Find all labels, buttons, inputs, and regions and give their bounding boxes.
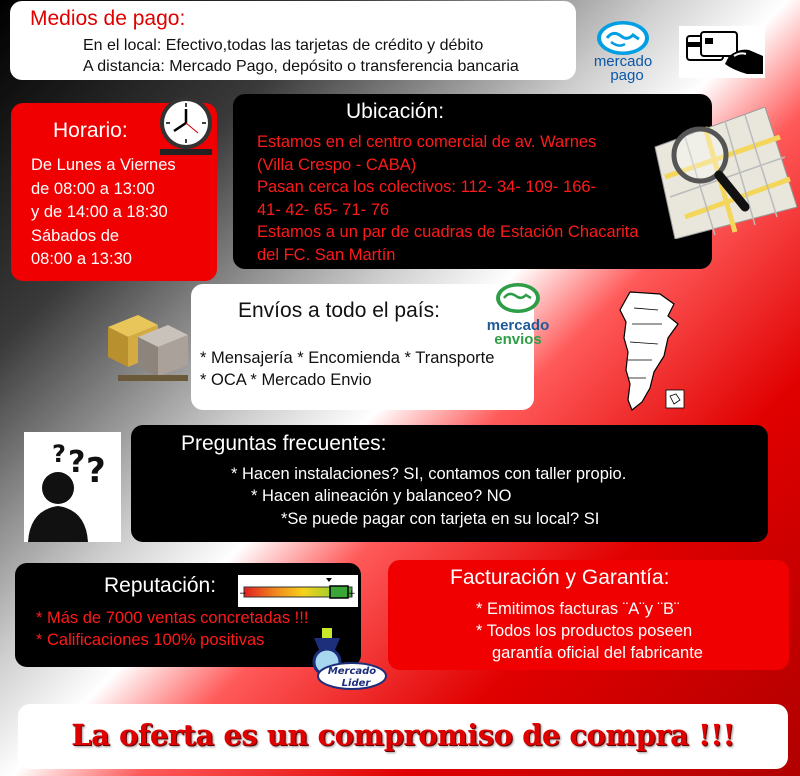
- schedule-lines: [31, 154, 176, 272]
- svg-text:−: −: [239, 589, 247, 599]
- credit-card-hand-icon: [679, 26, 765, 78]
- offer-banner: [18, 704, 788, 769]
- payment-methods-panel: [10, 1, 576, 80]
- location-title: Ubicación:: [346, 100, 445, 123]
- reputation-meter: [238, 575, 358, 607]
- schedule-line: 08:00 a 13:30: [31, 250, 132, 268]
- svg-text:?: ?: [86, 451, 106, 491]
- packages-pallet-image: [98, 297, 192, 383]
- mercado-pago-logo: [583, 18, 663, 84]
- clock-icon: [158, 95, 214, 157]
- faq-item: * Hacen alineación y balanceo? NO: [251, 487, 512, 505]
- reputation-title: Reputación:: [104, 574, 217, 597]
- billing-invoices-text: * Emitimos facturas ¨A¨y ¨B¨: [476, 600, 680, 618]
- billing-warranty-text: * Todos los productos poseen: [476, 622, 693, 640]
- faq-item: *Se puede pagar con tarjeta en su local? SI: [281, 510, 600, 528]
- mercado-envios-logo-bottom: envios: [494, 331, 542, 346]
- payment-remote-text: A distancia: Mercado Pago, depósito o transferencia bancaria: [83, 58, 519, 75]
- mercado-lider-badge: [300, 628, 390, 692]
- shipping-methods-line1: * Mensajería * Encomienda * Transporte: [200, 349, 495, 367]
- svg-text:?: ?: [52, 440, 66, 468]
- billing-warranty-text-cont: garantía oficial del fabricante: [492, 644, 703, 662]
- person-question-icon: [24, 432, 121, 542]
- payment-local-text: En el local: Efectivo,todas las tarjetas de crédito y débito: [83, 37, 484, 54]
- payment-methods-title: Medios de pago:: [30, 7, 186, 30]
- location-line: Estamos a un par de cuadras de Estación Chacarita: [257, 223, 639, 241]
- schedule-line: Sábados de: [31, 226, 120, 245]
- street-map-magnifier-image: [645, 107, 797, 239]
- faq-item: * Hacen instalaciones? SI, contamos con taller propio.: [231, 465, 627, 483]
- svg-text:+: +: [348, 589, 356, 599]
- shipping-title: Envíos a todo el país:: [238, 299, 440, 322]
- argentina-map-image: [610, 288, 690, 412]
- location-line: Estamos en el centro comercial de av. Warnes: [257, 133, 597, 151]
- shipping-methods-line2: * OCA * Mercado Envio: [200, 371, 372, 389]
- mercado-pago-logo-bottom: pago: [610, 67, 644, 84]
- faq-title: Preguntas frecuentes:: [181, 432, 387, 455]
- svg-text:?: ?: [68, 445, 86, 480]
- schedule-title: Horario:: [53, 119, 128, 142]
- location-line: 41- 42- 65- 71- 76: [257, 200, 390, 219]
- offer-banner-text: La oferta es un compromiso de compra !!!: [71, 718, 735, 752]
- location-panel: [233, 94, 712, 269]
- location-line: (Villa Crespo - CABA): [257, 155, 417, 174]
- reputation-sales-text: * Más de 7000 ventas concretadas !!!: [36, 609, 309, 627]
- mercado-lider-badge-top: Mercado: [327, 666, 377, 677]
- faq-panel: [131, 425, 768, 542]
- mercado-pago-logo-top: mercado: [593, 53, 653, 70]
- mercado-envios-logo: [478, 280, 558, 346]
- schedule-line: de 08:00 a 13:00: [31, 179, 155, 198]
- mercado-envios-logo-top: mercado: [486, 317, 550, 334]
- billing-title: Facturación y Garantía:: [450, 566, 670, 589]
- schedule-line: De Lunes a Viernes: [31, 156, 176, 174]
- location-lines: [257, 131, 647, 266]
- location-line: del FC. San Martín: [257, 245, 396, 264]
- mercado-lider-badge-bottom: Lider: [341, 678, 371, 689]
- meter-pointer: [326, 578, 332, 582]
- location-line: Pasan cerca los colectivos: 112- 34- 109- 166-: [257, 178, 597, 196]
- reputation-ratings-text: * Calificaciones 100% positivas: [36, 631, 265, 649]
- billing-warranty-panel: [388, 560, 789, 670]
- schedule-line: y de 14:00 a 18:30: [31, 203, 168, 221]
